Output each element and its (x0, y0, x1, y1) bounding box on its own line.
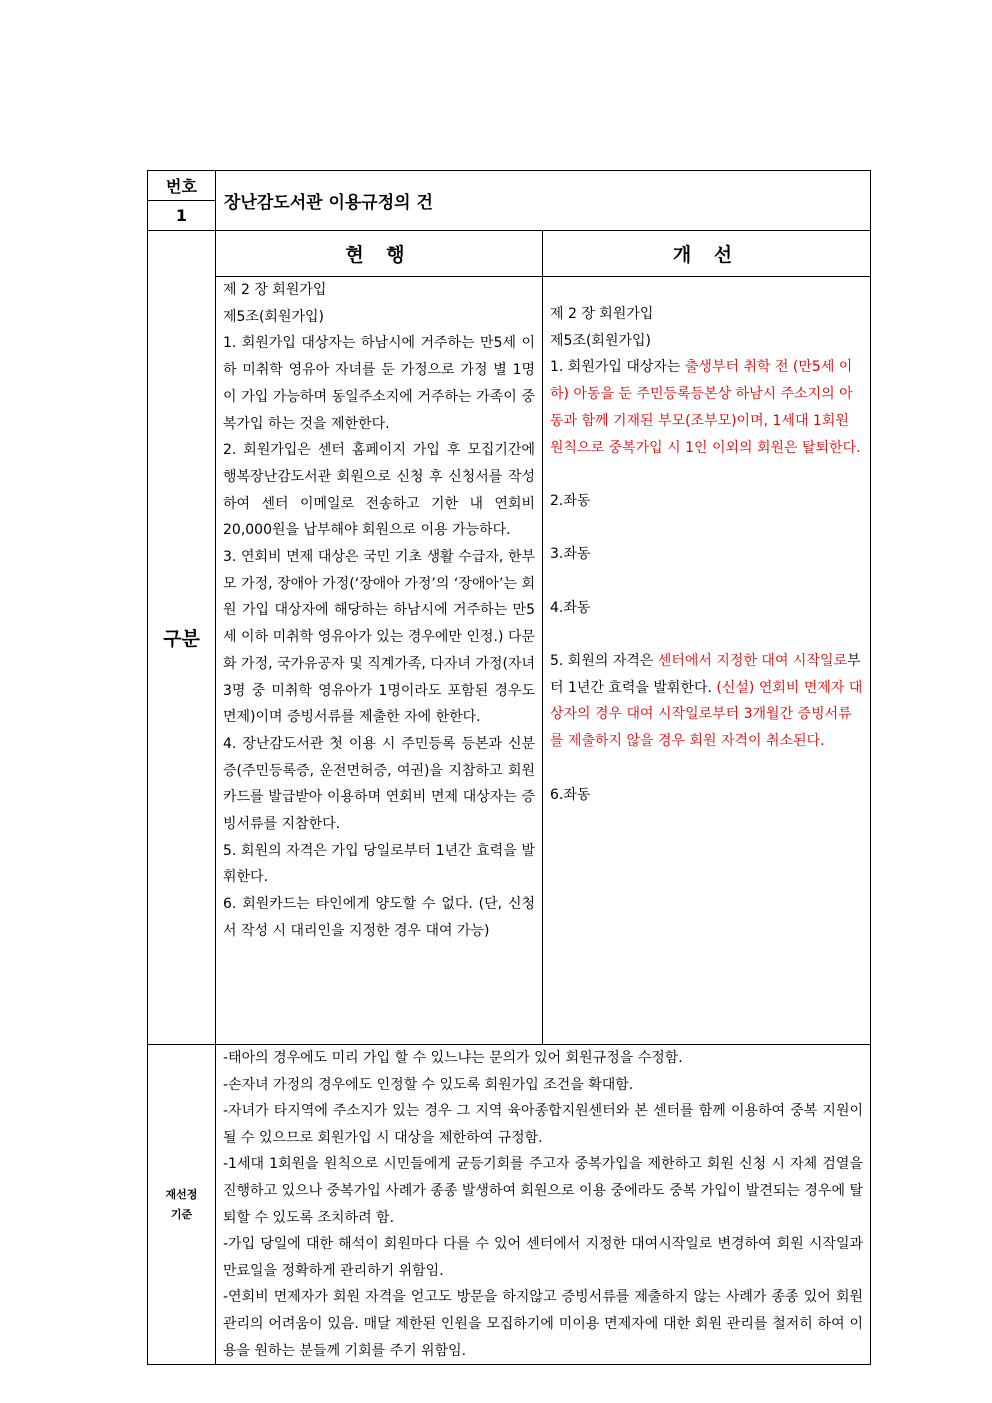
current-article: 제5조(회원가입) (223, 308, 324, 325)
improved-item-5-change-1: 센터에서 지정한 대여 시작일로 (657, 653, 848, 670)
criteria-item-3: -자녀가 타지역에 주소지가 있는 경우 그 지역 육아종합지원센터와 본 센터를 함께 이용하여 중복 지원이 될 수 있으므로 회원가입 시 대상을 제한하여 규정함. (223, 1103, 863, 1146)
improved-chapter: 제 2 장 회원가입 (550, 306, 654, 322)
improved-item-4: 4.좌동 (550, 599, 591, 616)
improved-rules-cell (543, 277, 871, 1045)
improved-item-3: 3.좌동 (550, 546, 591, 563)
current-chapter: 제 2 장 회원가입 (223, 282, 327, 298)
regulation-document (147, 170, 870, 1360)
improved-item-5-change-2: (신설) 연회비 면제자 대상자의 경우 대여 시작일로부터 3개월간 증빙서류를 제출하지 않을 경우 회원 자격이 취소된다. (550, 679, 863, 750)
current-item-1: 1. 회원가입 대상자는 하남시에 거주하는 만5세 이하 미취학 영유아 자녀를 둔 가정으로 가정 별 1명이 가입 가능하며 동일주소지에 거주하는 가족이 중복가입 하는 것을 제한한다. (223, 335, 535, 432)
regulation-table (147, 170, 871, 1365)
improved-item-5-prefix: 5. 회원의 자격은 (550, 653, 658, 670)
improved-item-1 (550, 354, 863, 461)
current-item-6: 6. 회원카드는 타인에게 양도할 수 없다. (단, 신청서 작성 시 대리인을 지정한 경우 대여 가능) (223, 896, 535, 939)
criteria-cell (216, 1045, 871, 1365)
criteria-label-line-2: 기준 (170, 1207, 193, 1221)
regulation-title: 장난감도서관 이용규정의 건 (216, 171, 871, 231)
improved-item-6: 6.좌동 (550, 786, 591, 803)
improved-article: 제5조(회원가입) (550, 332, 651, 349)
criteria-item-1: -태아의 경우에도 미리 가입 할 수 있느냐는 문의가 있어 회원규정을 수정함. (223, 1050, 683, 1066)
improved-item-1-change: 출생부터 취학 전 (만5세 이하) 아동을 둔 주민등록등본상 하남시 주소지의 아동과 함께 기재된 부모(조부모)이며, 1세대 1회원 원칙으로 중복가입 시 1인 이외의 회원은 탈퇴한다. (550, 359, 861, 456)
improved-item-1-prefix: 1. 회원가입 대상자는 (550, 359, 685, 376)
column-header-current: 현 행 (216, 231, 543, 277)
criteria-item-2: -손자녀 가정의 경우에도 인정할 수 있도록 회원가입 조건을 확대함. (223, 1076, 634, 1093)
criteria-label-line-1: 재선정 (165, 1187, 198, 1201)
criteria-label (148, 1045, 216, 1365)
number-label: 번호 (148, 171, 216, 201)
improved-item-2: 2.좌동 (550, 492, 591, 509)
current-item-5: 5. 회원의 자격은 가입 당일로부터 1년간 효력을 발휘한다. (223, 842, 535, 886)
improved-item-5 (550, 648, 863, 755)
improved-item-5-mid: 부터 1년간 효력을 발휘한다. (550, 653, 861, 696)
current-item-2: 2. 회원가입은 센터 홈페이지 가입 후 모집기간에 행복장난감도서관 회원으로 신청 후 신청서를 작성하여 센터 이메일로 전송하고 기한 내 연회비 20,000원을 납부해야 회원으로 이용 가능하다. (223, 442, 535, 539)
current-item-3: 3. 연회비 면제 대상은 국민 기초 생활 수급자, 한부모 가정, 장애아 가정(‘장애아 가정’의 ‘장애아’는 회원 가입 대상자에 해당하는 하남시에 거주하는 만5세 이하 미취학 영유아가 있는 경우에만 인정.) 다문화 가정, 국가유공자 및 직계가족, 다자녀 가정(자녀 3명 중 미취학 영유아가 1명이라도 포함된 경우도 면제)이며 증빙서류를 제출한 자에 한한다. (223, 549, 535, 726)
number-value: 1 (148, 201, 216, 231)
current-rules-cell (216, 277, 543, 1045)
current-item-4: 4. 장난감도서관 첫 이용 시 주민등록 등본과 신분증(주민등록증, 운전면허증, 여권)을 지참하고 회원카드를 발급받아 이용하며 연회비 면제 대상자는 증빙서류를 지참한다. (223, 735, 535, 833)
criteria-item-6: -연회비 면제자가 회원 자격을 얻고도 방문을 하지않고 증빙서류를 제출하지 않는 사례가 종종 있어 회원관리의 어려움이 있음. 매달 제한된 인원을 모집하기에 미이용 면제자에 대한 회원 관리를 철저히 하여 이용을 원하는 분들께 기회를 주기 위함임. (223, 1289, 863, 1359)
criteria-item-4: -1세대 1회원을 원칙으로 시민들에게 균등기회를 주고자 중복가입을 제한하고 회원 신청 시 자체 검열을 진행하고 있으나 중복가입 사례가 종종 발생하여 회원으로 이용 중에라도 중복 가입이 발견되는 경우에 탈퇴할 수 있도록 조치하려 함. (223, 1156, 863, 1226)
section-label: 구분 (148, 231, 216, 1045)
column-header-improved: 개 선 (543, 231, 871, 277)
criteria-item-5: -가입 당일에 대한 해석이 회원마다 다를 수 있어 센터에서 지정한 대여시작일로 변경하여 회원 시작일과 만료일을 정확하게 관리하기 위함임. (223, 1236, 863, 1279)
